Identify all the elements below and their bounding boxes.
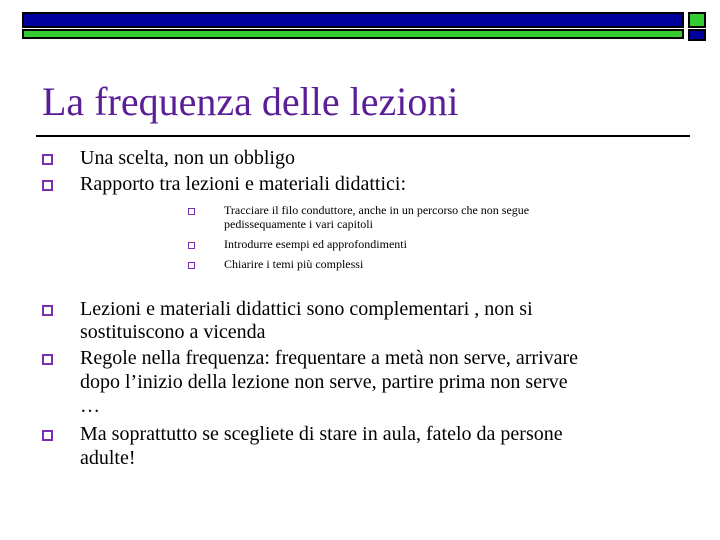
bullet-square-icon [42, 354, 53, 365]
bullet-text: Rapporto tra lezioni e materiali didattici: [80, 173, 406, 195]
sub-bullet-square-icon [188, 208, 195, 215]
bullet-square-icon [42, 305, 53, 316]
bullet-square-icon [42, 430, 53, 441]
header-square-green [688, 12, 706, 28]
bullet-text: adulte! [80, 447, 136, 469]
sub-bullet-text: pedissequamente i vari capitoli [224, 217, 373, 231]
bullet-square-icon [42, 154, 53, 165]
header-bar-blue [22, 12, 684, 28]
bullet-text: sostituiscono a vicenda [80, 321, 266, 343]
sub-bullet-square-icon [188, 242, 195, 249]
sub-bullet-square-icon [188, 262, 195, 269]
header-bar-green [22, 29, 684, 39]
bullet-text: Regole nella frequenza: frequentare a metà non serve, arrivare [80, 347, 579, 369]
bullet-text: Ma soprattutto se scegliete di stare in aula, fatelo da persone [80, 423, 563, 445]
bullet-text: dopo l’inizio della lezione non serve, partire prima non serve [80, 371, 568, 393]
sub-bullet-text: Tracciare il filo conduttore, anche in un percorso che non segue [224, 203, 530, 217]
bullet-text: Lezioni e materiali didattici sono complementari , non si [80, 298, 533, 320]
bullet-text: … [80, 395, 100, 417]
slide-title: La frequenza delle lezioni [42, 79, 459, 124]
sub-bullet-text: Introdurre esempi ed approfondimenti [224, 237, 407, 251]
sub-bullet-text: Chiarire i temi più complessi [224, 257, 364, 271]
bullet-square-icon [42, 180, 53, 191]
title-divider [36, 135, 690, 137]
header-square-blue [688, 29, 706, 41]
bullet-text: Una scelta, non un obbligo [80, 147, 295, 169]
